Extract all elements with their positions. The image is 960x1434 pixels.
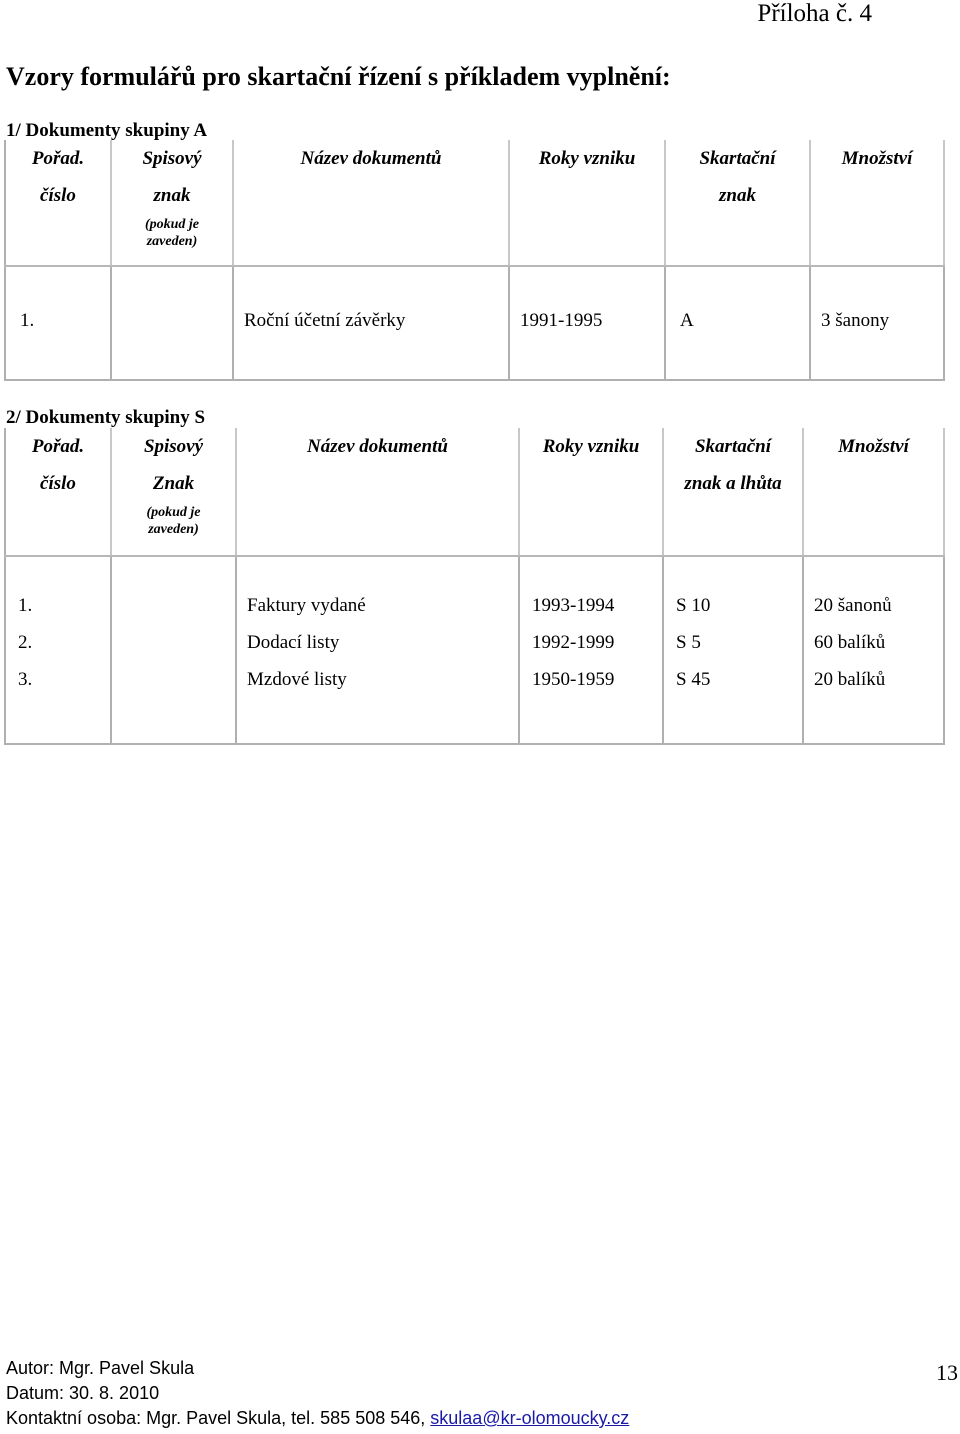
row-document-name: Faktury vydané bbox=[247, 595, 366, 616]
header-label: Název dokumentů bbox=[300, 148, 442, 169]
appendix-label: Příloha č. 4 bbox=[757, 0, 872, 27]
row-number: 3. bbox=[18, 669, 33, 690]
page-title: Vzory formulářů pro skartační řízení s příkladem vyplnění: bbox=[6, 62, 671, 91]
header-label: Spisový bbox=[142, 148, 202, 169]
footer-date: Datum: 30. 8. 2010 bbox=[6, 1383, 160, 1403]
row-shredding-code: S 45 bbox=[676, 669, 711, 690]
section-heading-group-s: 2/ Dokumenty skupiny S bbox=[6, 407, 206, 428]
row-document-name: Mzdové listy bbox=[247, 669, 347, 690]
form-table-group-s bbox=[4, 428, 945, 745]
row-years: 1993-1994 bbox=[532, 595, 615, 616]
header-label: Pořad. bbox=[31, 148, 85, 169]
header-label: znak bbox=[153, 185, 191, 206]
row-number: 2. bbox=[18, 632, 33, 653]
header-label: Množství bbox=[841, 148, 913, 169]
header-label: Množství bbox=[838, 436, 909, 457]
header-label: Skartační bbox=[699, 148, 776, 169]
header-note: zaveden) bbox=[148, 522, 199, 537]
table-header-row bbox=[5, 428, 944, 556]
row-shredding-code: A bbox=[680, 310, 694, 331]
header-cell-order bbox=[5, 428, 111, 556]
header-cell-quantity bbox=[803, 428, 944, 556]
row-quantity: 60 balíků bbox=[814, 632, 886, 653]
row-years: 1950-1959 bbox=[532, 669, 615, 690]
footer-contact bbox=[6, 1408, 629, 1429]
header-label: Roky vzniku bbox=[538, 148, 636, 169]
footer-email-link[interactable]: skulaa@kr-olomoucky.cz bbox=[430, 1408, 630, 1428]
footer-contact-text: Kontaktní osoba: Mgr. Pavel Skula, tel. 585 508 546, bbox=[6, 1408, 431, 1428]
header-cell-order bbox=[5, 140, 111, 266]
row-quantity: 3 šanony bbox=[821, 310, 890, 331]
header-cell-years bbox=[509, 140, 665, 266]
header-cell-document-name bbox=[233, 140, 509, 266]
form-table-group-a bbox=[4, 140, 945, 381]
row-years: 1992-1999 bbox=[532, 632, 615, 653]
footer-author: Autor: Mgr. Pavel Skula bbox=[6, 1358, 195, 1378]
header-label: Skartační bbox=[694, 436, 772, 457]
header-label: Název dokumentů bbox=[307, 436, 448, 457]
row-number: 1. bbox=[18, 595, 33, 616]
row-file-sign bbox=[112, 267, 232, 302]
page-number: 13 bbox=[936, 1360, 958, 1385]
header-label: číslo bbox=[40, 185, 76, 206]
row-years: 1991-1995 bbox=[520, 310, 603, 331]
header-cell-file-sign bbox=[111, 428, 236, 556]
header-cell-document-name bbox=[236, 428, 519, 556]
header-label: znak a lhůta bbox=[684, 473, 782, 494]
header-cell-shredding-sign bbox=[663, 428, 803, 556]
row-shredding-code: S 10 bbox=[676, 595, 711, 616]
header-label: Pořad. bbox=[31, 436, 85, 457]
header-label: Spisový bbox=[143, 436, 204, 457]
header-cell-shredding-sign bbox=[665, 140, 810, 266]
header-note: (pokud je bbox=[144, 217, 200, 232]
row-quantity: 20 balíků bbox=[814, 669, 886, 690]
header-label: Roky vzniku bbox=[542, 436, 640, 457]
row-document-name: Dodací listy bbox=[247, 632, 340, 653]
header-cell-file-sign bbox=[111, 140, 233, 266]
table-row bbox=[5, 266, 944, 380]
row-document-name: Roční účetní závěrky bbox=[244, 310, 406, 331]
table-row bbox=[5, 556, 944, 744]
header-note: zaveden) bbox=[146, 234, 198, 249]
row-file-sign bbox=[112, 557, 235, 587]
header-cell-years bbox=[519, 428, 663, 556]
header-label: Znak bbox=[152, 473, 195, 494]
row-number: 1. bbox=[20, 310, 35, 331]
section-heading-group-a: 1/ Dokumenty skupiny A bbox=[6, 120, 208, 141]
header-label: znak bbox=[719, 185, 756, 206]
header-cell-quantity bbox=[810, 140, 944, 266]
header-label: číslo bbox=[40, 473, 76, 494]
table-header-row bbox=[5, 140, 944, 266]
row-quantity: 20 šanonů bbox=[814, 595, 892, 616]
header-note: (pokud je bbox=[146, 505, 201, 520]
row-shredding-code: S 5 bbox=[676, 632, 701, 653]
